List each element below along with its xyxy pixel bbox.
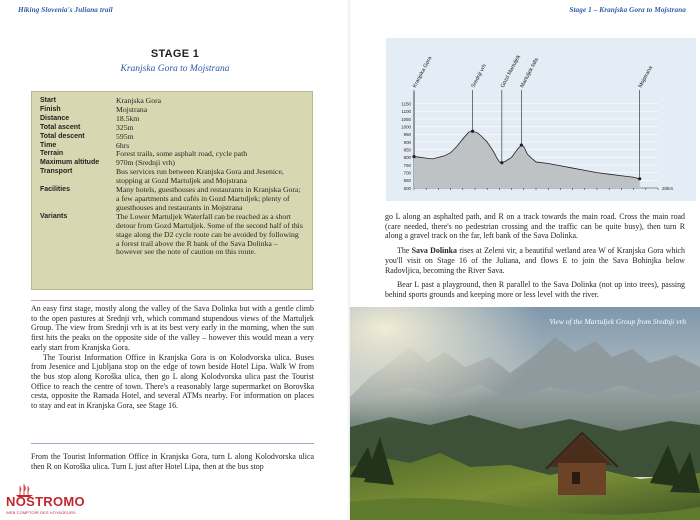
logo-text: NOSTROMO [6, 494, 85, 509]
place-marker-dot [412, 155, 415, 158]
tourist-info-paragraph: The Tourist Information Office in Kranjska Gora is on Kolodvorska ulica. Buses from Jesenice and Ljubljana stop on the edge of town beside Hotel Lipa. Walk W from the bus stop along Koroška ulica, then go L along Kolodvorska ulica past the Tourist Office to reach the centre of town. There's a reasonably large supermarket on Borovška cesta, opposite the Ramada Hotel, and several ATMs nearby. For information on places to stay and eat in Kranjska Gora, see Stage 16. [31, 352, 314, 411]
place-label: Mojstrana [637, 65, 655, 89]
info-row [40, 106, 304, 115]
sava-dolinka-term: Sava Dolinka [411, 246, 457, 256]
y-tick-label: 600 [403, 185, 411, 191]
stage-subtitle: Kranjska Gora to Mojstrana [120, 64, 230, 74]
info-value: 325m [116, 122, 134, 132]
info-row [40, 213, 304, 258]
y-tick-label: 800 [403, 155, 411, 161]
info-key: Finish [40, 105, 61, 113]
y-tick-label: 900 [403, 139, 411, 145]
mountain-photo [350, 307, 700, 520]
info-value: Mojstrana [116, 104, 148, 114]
info-key: Variants [40, 212, 68, 220]
info-value: 18.5km [116, 113, 140, 123]
route-paragraph: From the Tourist Information Office in Kranjska Gora, turn L along Kolodvorska ulica then R on Koroška ulica. Turn L just after Hotel Lipa, then at the bus stop [31, 452, 314, 471]
right-page [350, 0, 700, 520]
info-value: 6hrs [116, 140, 130, 150]
info-key: Time [40, 141, 57, 149]
info-key: Maximum altitude [40, 159, 100, 167]
route-paragraph: Bear L past a playground, then R parallel to the Sava Dolinka (not up into trees), passing behind sports grounds and keeping more or less level with the river. [385, 280, 685, 299]
info-key: Facilities [40, 186, 70, 194]
y-tick-label: 950 [403, 132, 411, 138]
info-key: Terrain [40, 150, 64, 158]
right-page-text [385, 212, 685, 305]
intro-box [31, 300, 314, 444]
place-marker-dot [638, 177, 641, 180]
info-row [40, 186, 304, 213]
martuljek-group-photo [350, 307, 700, 520]
place-label: Martuljek falls [519, 57, 541, 89]
y-tick-label: 700 [403, 170, 411, 176]
logo-subtext: WEB COMPTOIR DES VOYAGEURS [6, 510, 76, 515]
route-paragraph: go L along an asphalted path, and R on a track towards the main road. Cross the main road (care needed, there's no pedestrian crossing and the traffic can be quite busy), then turn R along a gravel track on the far, left bank of the Sava Dolinka. [385, 212, 685, 241]
stage-info-box [31, 91, 313, 290]
place-label: Kranjska Gora [411, 55, 434, 89]
info-row [40, 133, 304, 142]
nostromo-logo [2, 483, 85, 519]
info-value: Kranjska Gora [116, 96, 162, 105]
y-tick-label: 850 [403, 147, 411, 153]
route-description [31, 452, 314, 471]
info-value: Many hotels, guesthouses and restaurants in Kranjska Gora; a few apartments and cafés in Gozd Martuljek; plenty of guesthouses and restaurants in Mojstrana [116, 185, 301, 212]
para-lead: The [397, 246, 412, 256]
intro-paragraph: An easy first stage, mostly along the valley of the Sava Dolinka but with a gentle climb to the open pastures at Srednji vrh, which command stupendous views of the Martuljek Group. The view from Srednji vrh is at its best very early in the morning, when the sun first hits the peaks on the opposite side of the valley – however this would mean a very early start from Kranjska Gora. [31, 304, 314, 352]
place-marker-dot [500, 161, 503, 164]
y-tick-label: 650 [403, 178, 411, 184]
info-value: 970m (Srednji vrh) [116, 158, 175, 168]
info-key: Transport [40, 168, 73, 176]
stage-title: STAGE 1 [150, 48, 200, 60]
para-rest: rises at Zeleni vir, a beautiful wetland area W of Kranjska Gora which you'll visit on Stage 16 of the Juliana, and flows E to join the Sava Bohinjka below Radovljica, becoming the River Sava. [385, 246, 685, 275]
info-value: 595m [116, 131, 134, 141]
info-value: The Lower Martuljek Waterfall can be reached as a short detour from Gozd Martuljek. Some of the second half of this stage along the D2 cycle route can be avoided by following a forest trail above the R bank of the Sava Dolinka – however see the note of caution on this route. [116, 211, 303, 257]
info-key: Start [40, 97, 56, 104]
y-tick-label: 1100 [401, 109, 411, 115]
place-marker-dot [471, 130, 474, 133]
y-tick-label: 750 [403, 162, 411, 168]
x-unit-label: 20km [662, 186, 674, 191]
photo-caption: View of the Martuljek Group from Srednji vrh [549, 317, 686, 326]
info-key: Total ascent [40, 123, 81, 131]
elevation-area [414, 131, 640, 188]
info-row [40, 168, 304, 186]
place-marker-dot [520, 143, 523, 146]
y-tick-label: 1000 [401, 124, 411, 130]
running-head-right: Stage 1 – Kranjska Gora to Mojstrana [569, 6, 686, 14]
info-row [40, 124, 304, 133]
info-value: Bus services run between Kranjska Gora and Jesenice, stopping at Gozd Martuljek and Mojstrana [116, 167, 284, 186]
info-value: Forest trails, some asphalt road, cycle path [116, 149, 248, 159]
info-row [40, 97, 304, 106]
y-tick-label: 1050 [401, 116, 411, 122]
running-head-left: Hiking Slovenia's Juliana trail [18, 6, 113, 14]
info-key: Distance [40, 114, 70, 122]
elevation-profile-chart [386, 38, 696, 201]
elevation-profile [386, 38, 696, 201]
info-key: Total descent [40, 132, 85, 140]
place-label: Gozd Martuljek [499, 54, 523, 89]
y-tick-label: 1150 [401, 101, 411, 107]
place-label: Srednji vrh [470, 63, 488, 89]
info-row [40, 115, 304, 124]
sava-dolinka-paragraph [385, 246, 685, 275]
